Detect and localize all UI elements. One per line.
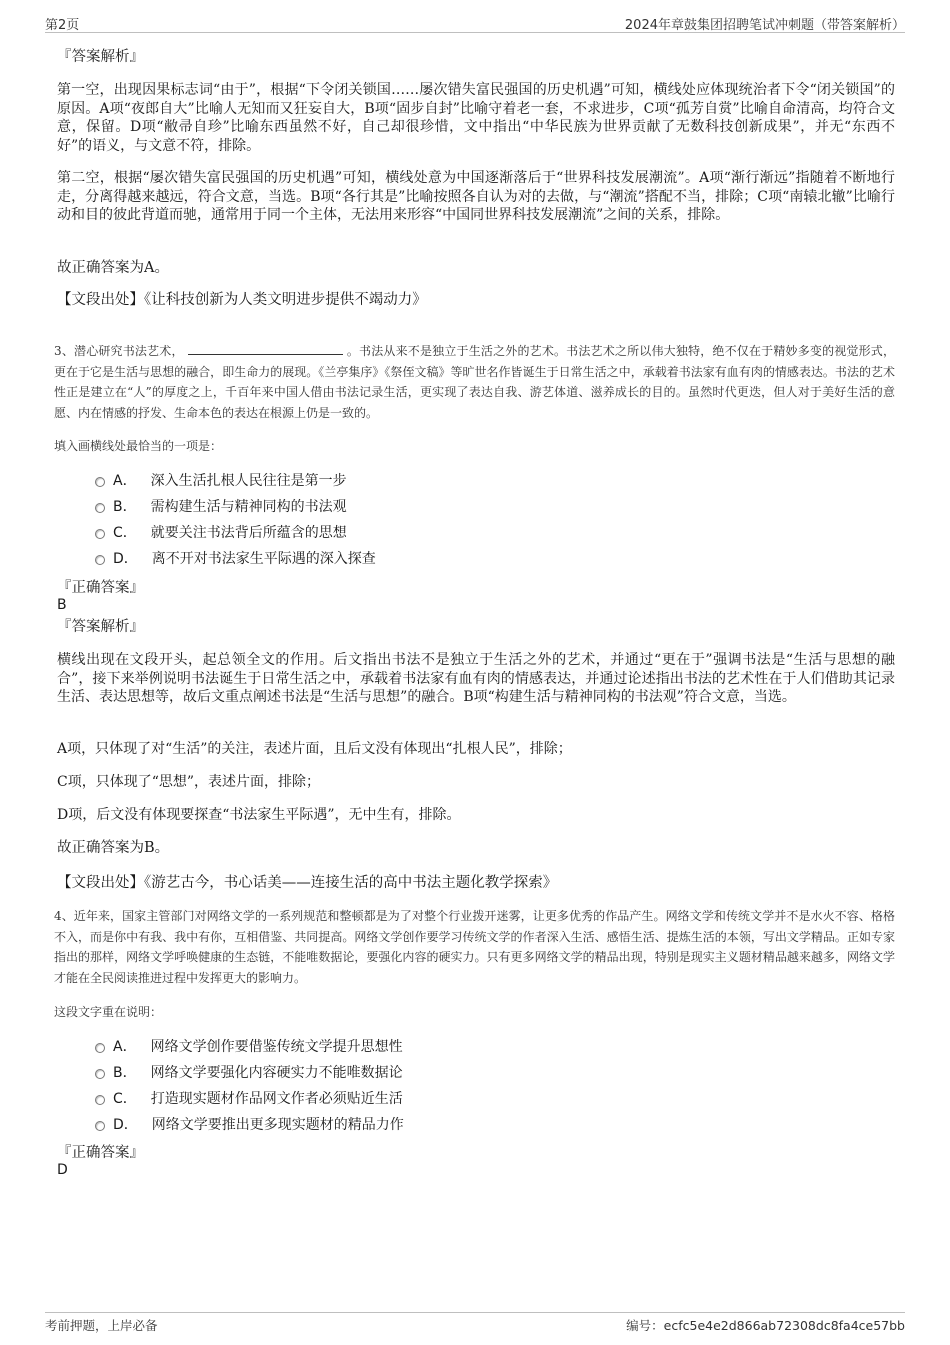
footer-slogan: 考前押题，上岸必备 [45,1318,158,1333]
q4-option-b[interactable]: B． 网络文学要强化内容硬实力不能唯数据论 [95,1064,403,1082]
q3-analysis-para2: A项，只体现了对“生活”的关注，表述片面，且后文没有体现出“扎根人民”，排除； [57,741,572,757]
q3-analysis-label: 『答案解析』 [57,619,144,635]
page-header [45,12,905,33]
q4-option-a[interactable]: A． 网络文学创作要借鉴传统文学提升思想性 [95,1038,403,1056]
q2-source: 【文段出处】《让科技创新为人类文明进步提供不竭动力》 [57,292,427,308]
q3-option-d[interactable]: D． 离不开对书法家生平际遇的深入探查 [95,550,376,568]
q4-option-d[interactable]: D． 网络文学要推出更多现实题材的精品力作 [95,1116,404,1134]
radio-icon[interactable] [95,529,105,539]
document-id: 编号：ecfc5e4e2d866ab72308dc8fa4ce57bb [626,1318,905,1333]
q3-option-b[interactable]: B． 需构建生活与精神同构的书法观 [95,498,347,516]
page-number: 第2页 [45,18,80,33]
q3-prompt: 填入画横线处最恰当的一项是： [54,439,223,453]
q4-prompt: 这段文字重在说明： [54,1005,163,1019]
q3-analysis-para1: 横线出现在文段开头，起总领全文的作用。后文指出书法不是独立于生活之外的艺术，并通过“更在于”强调书法是“生活与思想的融合”，接下来举例说明书法诞生于日常生活之中，承载着书法家有血有肉的情感表达，并通过论述指出书法的艺术性在于人们借助其记录生活、表达思想等，故后文重点阐述书法是“生活与思想”的融合。B项“构建生活与精神同构的书法观”符合文意，当选。 [57,652,895,705]
q2-analysis-para2: 第二空，根据“屡次错失富民强国的历史机遇”可知，横线处意为中国逐渐落后于“世界科技发展潮流”。A项“渐行渐远”指随着不断地行走，分离得越来越远，符合文意，当选。B项“各行其是”比喻按照各自认为对的去做，与“潮流”搭配不当，排除；C项“南辕北辙”比喻行动和目的彼此背道而驰，通常用于同一个主体，无法用来形容“中国同世界科技发展潮流”之间的关系，排除。 [57,170,895,223]
q2-analysis-para1: 第一空，出现因果标志词“由于”，根据“下令闭关锁国……屡次错失富民强国的历史机遇”可知，横线处应体现统治者下令“闭关锁国”的原因。A项“夜郎自大”比喻人无知而又狂妄自大，B项“固步自封”比喻守着老一套，不求进步，C项“孤芳自赏”比喻自命清高，均符合文意，保留。D项“敝帚自珍”比喻东西虽然不好，自己却很珍惜，文中指出“中华民族为世界贡献了无数科技创新成果”，并无“东西不好”的语义，与文意不符，排除。 [57,82,895,154]
radio-icon[interactable] [95,555,105,565]
fill-blank [188,342,343,355]
radio-icon[interactable] [95,503,105,513]
q3-source: 【文段出处】《游艺古今，书心话美——连接生活的高中书法主题化教学探索》 [57,875,558,891]
radio-icon[interactable] [95,1043,105,1053]
q3-analysis-para4: D项，后文没有体现要探查“书法家生平际遇”，无中生有，排除。 [57,807,461,823]
q2-analysis-label: 『答案解析』 [57,49,144,65]
radio-icon[interactable] [95,477,105,487]
q4-question-text: 4、近年来，国家主管部门对网络文学的一系列规范和整顿都是为了对整个行业拨开迷雾，让更多优秀的作品产生。网络文学和传统文学并不是水火不容、格格不入，而是你中有我、我中有你，互相借鉴、共同提高。网络文学创作要学习传统文学的作者深入生活、感悟生活、提炼生活的本领，写出文学精品。正如专家指出的那样，网络文学呼唤健康的生态链，不能唯数据论，要强化内容的硬实力。只有更多网络文学的精品出现，特别是现实主义题材精品越来越多，网络文学才能在全民阅读推进过程中发挥更大的影响力。 [54,909,895,985]
q3-question-text: 3、潜心研究书法艺术， 。书法从来不是独立于生活之外的艺术。书法艺术之所以伟大独特，绝不仅在于精妙多变的视觉形式，更在于它是生活与思想的融合，即生命力的展现。《兰亭集序》《祭侄文稿》等旷世名作皆诞生于日常生活之中，承载着书法家有血有肉的情感表达。书法的艺术性正是建立在“人”的厚度之上，千百年来中国人借由书法记录生活，更实现了表达自我、游艺体道、滋养成长的目的。虽然时代更迭，但人对于美好生活的意愿、内在情感的抒发、生命本色的表达在根源上仍是一致的。 [54,344,895,420]
q4-answer: D [57,1162,68,1178]
q4-option-c[interactable]: C． 打造现实题材作品网文作者必须贴近生活 [95,1090,403,1108]
q4-answer-label: 『正确答案』 [57,1145,144,1161]
radio-icon[interactable] [95,1121,105,1131]
q3-option-a[interactable]: A． 深入生活扎根人民往往是第一步 [95,472,347,490]
page-footer [45,1312,905,1333]
radio-icon[interactable] [95,1069,105,1079]
q3-answer: B [57,597,67,613]
q3-analysis-para3: C项，只体现了“思想”，表述片面，排除； [57,774,321,790]
q3-option-c[interactable]: C． 就要关注书法背后所蕴含的思想 [95,524,347,542]
document-title: 2024年章鼓集团招聘笔试冲刺题（带答案解析） [624,18,905,33]
q3-conclusion: 故正确答案为B。 [57,840,170,856]
radio-icon[interactable] [95,1095,105,1105]
q3-answer-label: 『正确答案』 [57,580,144,596]
q2-conclusion: 故正确答案为A。 [57,260,169,276]
